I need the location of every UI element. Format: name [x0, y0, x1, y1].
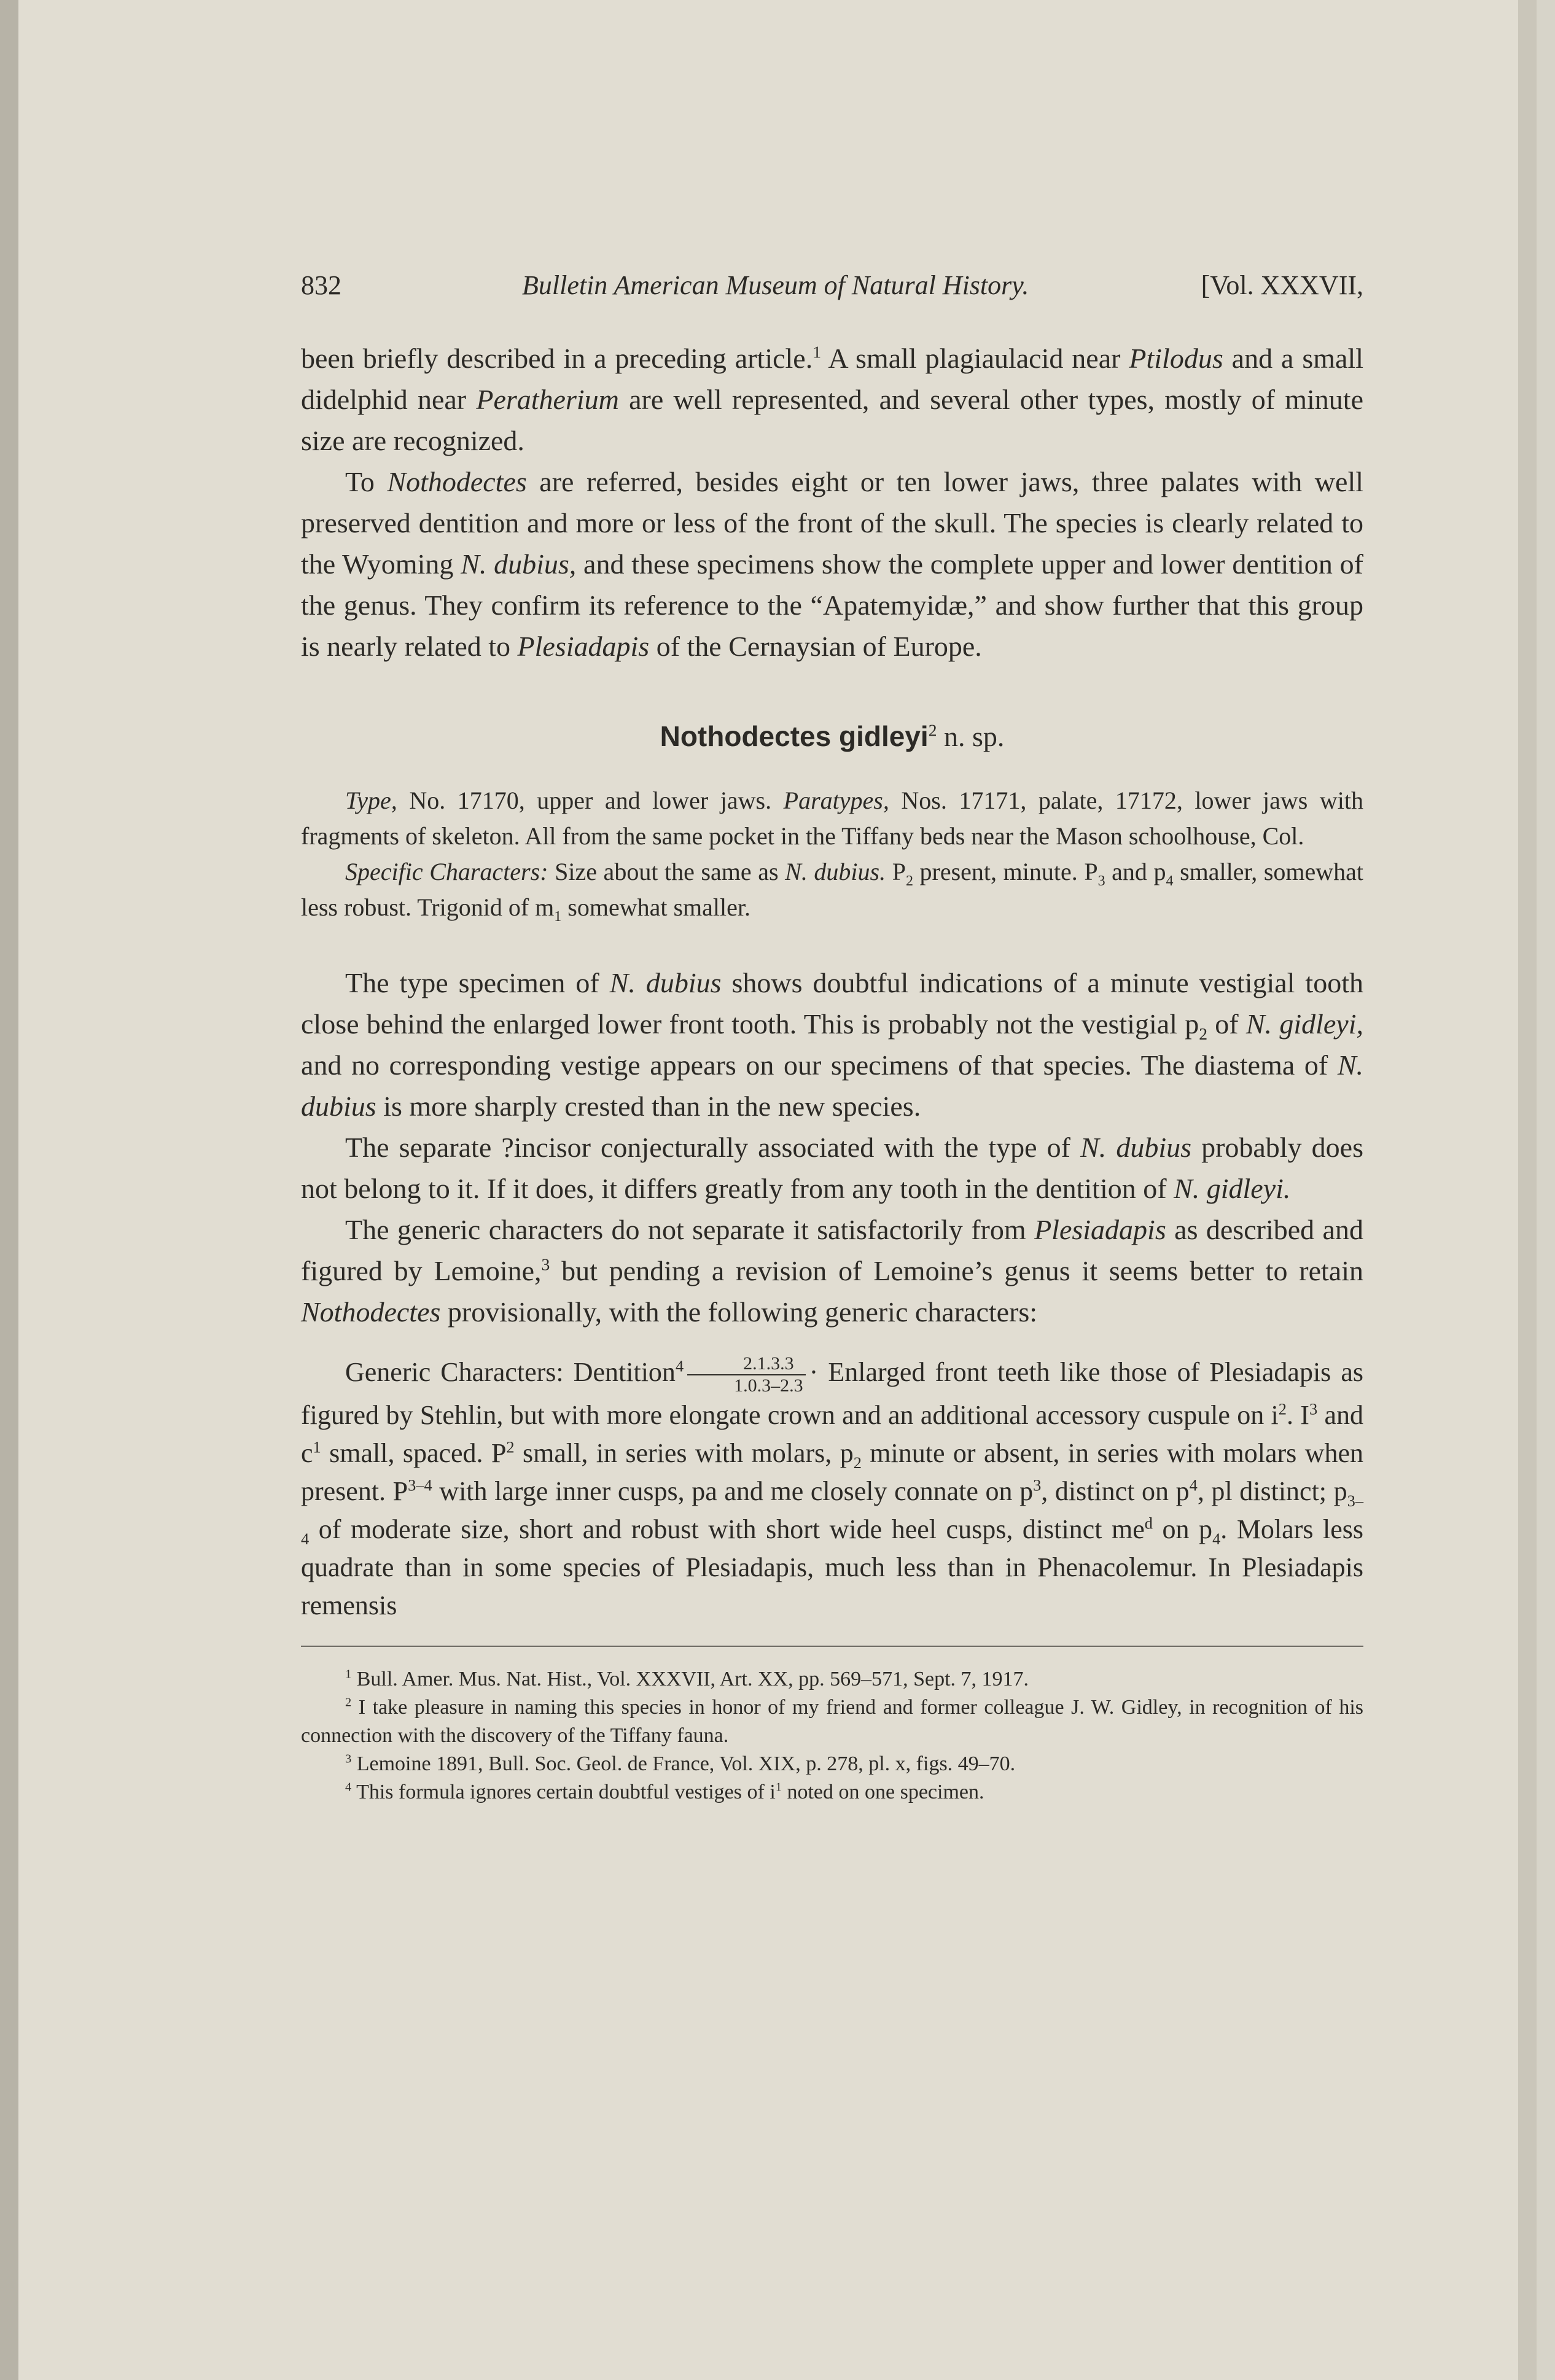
volume-label: [Vol. XXXVII, — [1201, 270, 1363, 300]
type-paragraph: Type, No. 17170, upper and lower jaws. Paratypes, Nos. 17171, palate, 17172, lower jaws with fragments of skeleton. All from the same pocket in the Tiffany beds near the Mason schoolhouse, Col. — [301, 787, 1364, 850]
footnote-ref-2: 2 — [928, 720, 937, 740]
footnote-rule — [301, 1646, 1363, 1647]
species-heading: Nothodectes gidleyi$^2$ n. sp. — [660, 720, 1005, 752]
page-body — [301, 338, 1363, 1806]
footnote-1: $^1$ Bull. Amer. Mus. Nat. Hist., Vol. XXXVII, Art. XX, pp. 569–571, Sept. 7, 1917. — [345, 1667, 1029, 1690]
page-edge — [1518, 0, 1537, 2380]
footnote-4: $^4$ This formula ignores certain doubtful vestiges of $i^1$ noted on one specimen. — [345, 1780, 984, 1803]
footnote-2: $^2$ I take pleasure in naming this species in honor of my friend and former colleague J. W. Gidley, in recognition of his connection with the discovery of the Tiffany fauna. — [301, 1695, 1363, 1747]
generic-characters-paragraph: Generic Characters: Dentition$^4$ $\frac{2.1.3.3}{1.0.3-2.3}$ · Enlarged front teeth like those of Plesiadapis as figured by Stehlin, but with more elongate crown and an additional accessory cuspule on $i^2$. $I^3$ and $c^1$ small, spaced. $P^2$ small, in series with molars, $p_2$ minute or absent, in series with molars when present. $P^{3-4}$ with large inner cusps, pa and me closely connate on $p^3$, distinct on $p^4$, pl distinct; $p_{3-4}$ of moderate size, short and robust with short wide heel cusps, distinct $me^d$ on $p_4$. Molars less quadrate than in some species of Plesiadapis, much less than in Phenacolemur. In Plesiadapis remensis — [301, 1353, 1364, 1620]
footnote-ref-4: 4 — [675, 1356, 684, 1375]
paragraph-generic: The generic characters do not separate it satisfactorily from Plesiadapis as described and figured by Lemoine,$^3$ but pending a revision of Lemoine’s genus it seems better to retain Nothodectes provisionally, with the following generic characters: — [301, 1214, 1363, 1328]
footnote-ref-3: 3 — [541, 1254, 550, 1274]
binding-shadow — [0, 0, 18, 2380]
paragraph-incisor: The separate ?incisor conjecturally associated with the type of N. dubius probably does not belong to it. If it does, it differs greatly from any tooth in the dentition of N. gidleyi. — [301, 1132, 1363, 1204]
paragraph-type-specimen: The type specimen of N. dubius shows doubtful indications of a minute vestigial tooth close behind the enlarged lower front tooth. This is probably not the vestigial $p_2$ of N. gidleyi, and no corresponding vestige appears on our specimens of that species. The diastema of N. dubius is more sharply crested than in the new species. — [301, 967, 1364, 1122]
journal-title: Bulletin American Museum of Natural History. — [522, 270, 1029, 300]
running-header — [301, 264, 1363, 307]
page-number: 832 — [301, 270, 341, 300]
paragraph-nothodectes: To Nothodectes are referred, besides eight or ten lower jaws, three palates with well preserved dentition and more or less of the front of the skull. The species is clearly related to the Wyoming N. dubius, and these specimens show the complete upper and lower dentition of the genus. They confirm its reference to the “Apatemyidæ,” and show further that this group is nearly related to Plesiadapis of the Cernaysian of Europe. — [301, 466, 1364, 662]
dentition-formula: $\frac{2.1.3.3}{1.0.3-2.3}$ — [687, 1353, 806, 1396]
species-name: Nothodectes gidleyi — [660, 720, 929, 752]
footnote-3: $^3$ Lemoine 1891, Bull. Soc. Geol. de France, Vol. XIX, p. 278, pl. x, figs. 49–70. — [345, 1752, 1016, 1775]
specific-characters-paragraph: Specific Characters: Size about the same as N. dubius. $P_2$ present, minute. $P_3$ and $p_4$ smaller, somewhat less robust. Trigonid of $m_1$ somewhat smaller. — [301, 858, 1364, 925]
footnote-ref-1: 1 — [813, 342, 822, 362]
paragraph-intro: been briefly described in a preceding article.$^1$ A small plagiaulacid near Ptilodus and a small didelphid near Peratherium are well represented, and several other types, mostly of minute size are recognized. — [301, 342, 1364, 456]
